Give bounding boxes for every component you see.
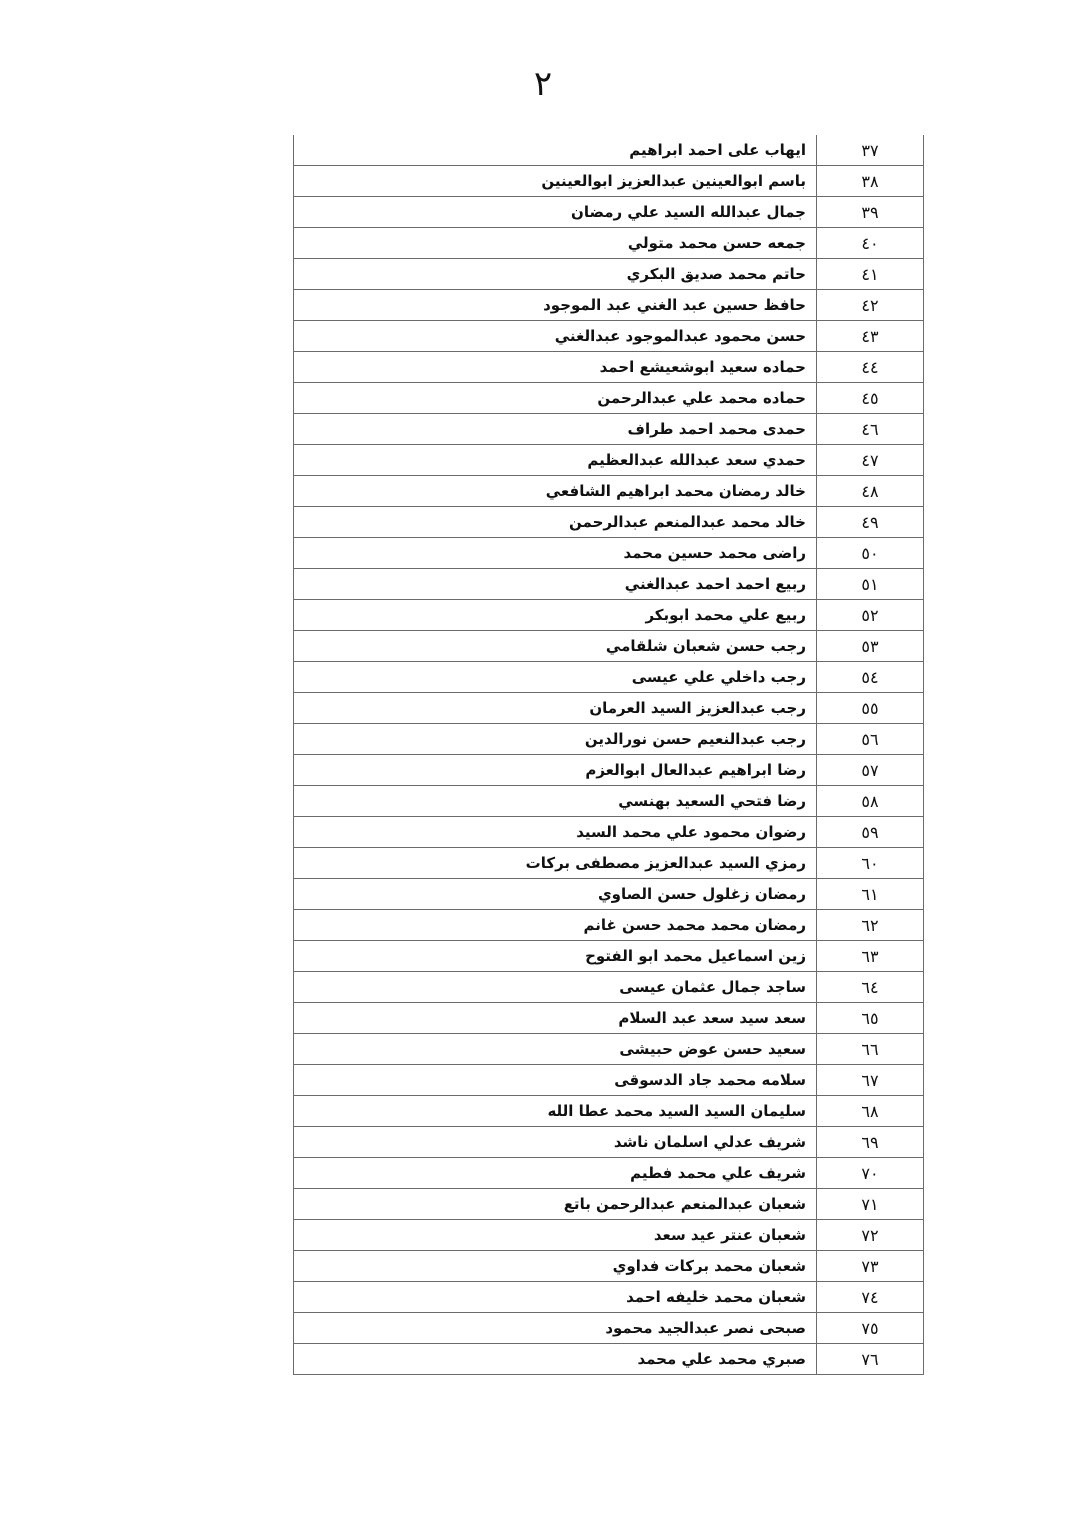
row-number: ٥٧ bbox=[817, 755, 924, 786]
table-row bbox=[294, 538, 924, 569]
row-name: سعيد حسن عوض حبيشى bbox=[294, 1034, 817, 1065]
row-number: ٥٥ bbox=[817, 693, 924, 724]
table-row bbox=[294, 1003, 924, 1034]
row-number: ٤٥ bbox=[817, 383, 924, 414]
names-table bbox=[293, 135, 924, 1375]
row-name: باسم ابوالعينين عبدالعزيز ابوالعينين bbox=[294, 166, 817, 197]
row-number: ٤٩ bbox=[817, 507, 924, 538]
row-name: راضى محمد حسين محمد bbox=[294, 538, 817, 569]
row-number: ٣٩ bbox=[817, 197, 924, 228]
table-row bbox=[294, 290, 924, 321]
row-name: رجب حسن شعبان شلقامي bbox=[294, 631, 817, 662]
row-number: ٧٤ bbox=[817, 1282, 924, 1313]
table-row bbox=[294, 693, 924, 724]
row-name: رضا فتحي السعيد بهنسي bbox=[294, 786, 817, 817]
row-number: ٤١ bbox=[817, 259, 924, 290]
row-name: سعد سيد سعد عبد السلام bbox=[294, 1003, 817, 1034]
row-name: خالد محمد عبدالمنعم عبدالرحمن bbox=[294, 507, 817, 538]
table-row bbox=[294, 1034, 924, 1065]
table-row bbox=[294, 910, 924, 941]
row-number: ٦٦ bbox=[817, 1034, 924, 1065]
row-number: ٧٣ bbox=[817, 1251, 924, 1282]
row-number: ٥٨ bbox=[817, 786, 924, 817]
row-number: ٦٤ bbox=[817, 972, 924, 1003]
table-row bbox=[294, 228, 924, 259]
row-name: شعبان محمد خليفه احمد bbox=[294, 1282, 817, 1313]
table-row bbox=[294, 786, 924, 817]
row-number: ٤٢ bbox=[817, 290, 924, 321]
table-row bbox=[294, 197, 924, 228]
row-number: ٦٩ bbox=[817, 1127, 924, 1158]
table-row bbox=[294, 569, 924, 600]
table-row bbox=[294, 879, 924, 910]
row-name: شعبان عنتر عيد سعد bbox=[294, 1220, 817, 1251]
table-row bbox=[294, 1344, 924, 1375]
row-number: ٤٧ bbox=[817, 445, 924, 476]
table-row bbox=[294, 662, 924, 693]
table-row bbox=[294, 1065, 924, 1096]
table-row bbox=[294, 972, 924, 1003]
row-number: ٦٨ bbox=[817, 1096, 924, 1127]
table-row bbox=[294, 414, 924, 445]
row-name: رضا ابراهيم عبدالعال ابوالعزم bbox=[294, 755, 817, 786]
table-row bbox=[294, 166, 924, 197]
table-row bbox=[294, 817, 924, 848]
table-row bbox=[294, 259, 924, 290]
row-name: رمزي السيد عبدالعزيز مصطفى بركات bbox=[294, 848, 817, 879]
row-number: ٥٠ bbox=[817, 538, 924, 569]
row-number: ٥٩ bbox=[817, 817, 924, 848]
table-row bbox=[294, 755, 924, 786]
row-number: ٥١ bbox=[817, 569, 924, 600]
table-row bbox=[294, 476, 924, 507]
row-name: ربيع علي محمد ابوبكر bbox=[294, 600, 817, 631]
table-row bbox=[294, 1282, 924, 1313]
table-row bbox=[294, 724, 924, 755]
row-name: سلامه محمد جاد الدسوقى bbox=[294, 1065, 817, 1096]
row-number: ٥٦ bbox=[817, 724, 924, 755]
table-row bbox=[294, 1189, 924, 1220]
row-number: ٥٢ bbox=[817, 600, 924, 631]
table-row bbox=[294, 600, 924, 631]
row-name: رمضان محمد محمد حسن غانم bbox=[294, 910, 817, 941]
row-name: حمدي سعد عبدالله عبدالعظيم bbox=[294, 445, 817, 476]
row-number: ٧٥ bbox=[817, 1313, 924, 1344]
row-number: ٤٨ bbox=[817, 476, 924, 507]
table-row bbox=[294, 1251, 924, 1282]
row-name: ايهاب على احمد ابراهيم bbox=[294, 135, 817, 166]
table-row bbox=[294, 1158, 924, 1189]
table-row bbox=[294, 321, 924, 352]
row-name: رجب داخلي علي عيسى bbox=[294, 662, 817, 693]
row-name: خالد رمضان محمد ابراهيم الشافعي bbox=[294, 476, 817, 507]
names-table-body bbox=[294, 135, 924, 1375]
row-name: شعبان محمد بركات فداوي bbox=[294, 1251, 817, 1282]
row-number: ٦٧ bbox=[817, 1065, 924, 1096]
row-name: زين اسماعيل محمد ابو الفتوح bbox=[294, 941, 817, 972]
table-row bbox=[294, 507, 924, 538]
row-name: رضوان محمود علي محمد السيد bbox=[294, 817, 817, 848]
row-name: حماده محمد علي عبدالرحمن bbox=[294, 383, 817, 414]
row-number: ٣٧ bbox=[817, 135, 924, 166]
row-name: رمضان زغلول حسن الصاوي bbox=[294, 879, 817, 910]
table-row bbox=[294, 1313, 924, 1344]
row-name: جمعه حسن محمد متولي bbox=[294, 228, 817, 259]
row-name: حسن محمود عبدالموجود عبدالغني bbox=[294, 321, 817, 352]
row-number: ٣٨ bbox=[817, 166, 924, 197]
row-name: حمدى محمد احمد طراف bbox=[294, 414, 817, 445]
table-row bbox=[294, 848, 924, 879]
row-name: رجب عبدالنعيم حسن نورالدين bbox=[294, 724, 817, 755]
table-row bbox=[294, 631, 924, 662]
table-row bbox=[294, 941, 924, 972]
row-number: ٤٠ bbox=[817, 228, 924, 259]
row-number: ٦١ bbox=[817, 879, 924, 910]
row-number: ٦٥ bbox=[817, 1003, 924, 1034]
row-number: ٧١ bbox=[817, 1189, 924, 1220]
row-number: ٥٣ bbox=[817, 631, 924, 662]
page-number: ٢ bbox=[533, 64, 553, 104]
row-number: ٦٢ bbox=[817, 910, 924, 941]
row-number: ٤٦ bbox=[817, 414, 924, 445]
row-name: رجب عبدالعزيز السيد العرمان bbox=[294, 693, 817, 724]
row-name: حاتم محمد صديق البكري bbox=[294, 259, 817, 290]
table-row bbox=[294, 1096, 924, 1127]
row-name: صبحى نصر عبدالجيد محمود bbox=[294, 1313, 817, 1344]
table-row bbox=[294, 383, 924, 414]
row-number: ٤٤ bbox=[817, 352, 924, 383]
row-name: حماده سعيد ابوشعيشع احمد bbox=[294, 352, 817, 383]
row-name: ساجد جمال عثمان عيسى bbox=[294, 972, 817, 1003]
row-number: ٤٣ bbox=[817, 321, 924, 352]
row-name: سليمان السيد السيد محمد عطا الله bbox=[294, 1096, 817, 1127]
row-name: جمال عبدالله السيد علي رمضان bbox=[294, 197, 817, 228]
table-row bbox=[294, 1220, 924, 1251]
table-row bbox=[294, 352, 924, 383]
row-name: شريف علي محمد فطيم bbox=[294, 1158, 817, 1189]
row-name: شريف عدلي اسلمان ناشد bbox=[294, 1127, 817, 1158]
row-name: صبري محمد علي محمد bbox=[294, 1344, 817, 1375]
row-number: ٧٢ bbox=[817, 1220, 924, 1251]
row-number: ٧٠ bbox=[817, 1158, 924, 1189]
row-number: ٦٣ bbox=[817, 941, 924, 972]
row-number: ٧٦ bbox=[817, 1344, 924, 1375]
row-name: ربيع احمد احمد عبدالغني bbox=[294, 569, 817, 600]
table-row bbox=[294, 445, 924, 476]
table-row bbox=[294, 135, 924, 166]
row-name: شعبان عبدالمنعم عبدالرحمن باتع bbox=[294, 1189, 817, 1220]
row-number: ٥٤ bbox=[817, 662, 924, 693]
row-number: ٦٠ bbox=[817, 848, 924, 879]
table-row bbox=[294, 1127, 924, 1158]
row-name: حافظ حسين عبد الغني عبد الموجود bbox=[294, 290, 817, 321]
